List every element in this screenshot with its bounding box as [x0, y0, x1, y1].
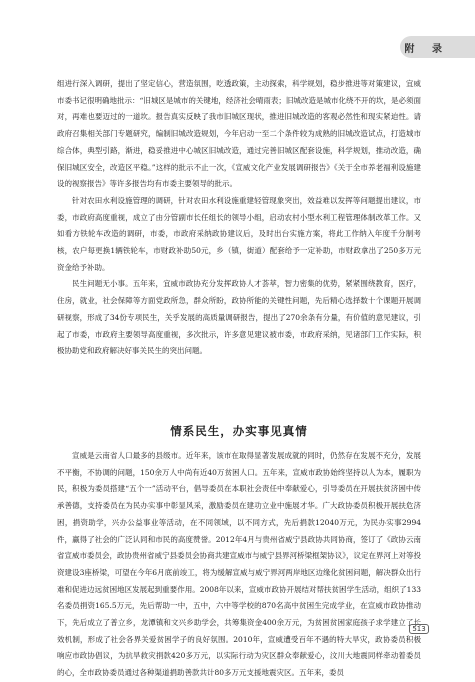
- paragraph-top-3: 民生问题无小事。五年来，宜威市政协充分发挥政协人才荟萃，智力密集的优势，紧紧围绕教育，医疗，住房，就业，社会保障等方面党政所急，群众所盼，政协所能的关键性问题，先后精心选择数十个课题开展调研视察，形成了34份专项民生，关乎发展的高质量调研报告，提出了270余条有分量，有价值的意见建议，引起了市委，市政府主要领导高度重视，多次批示，许多意见建议被市委，市政府采纳，见诸部门工作实际，积极协助党和政府解决好事关民生的突出问题。: [57, 279, 421, 356]
- bottom-text-block: [57, 448, 421, 682]
- running-header: [400, 36, 475, 58]
- running-header-label: 附 录: [404, 43, 449, 55]
- section-title: 情系民生，办实事见真情: [170, 424, 308, 438]
- paragraph-top-2: 针对农田水利设施管理的调研，针对农田水利设施重建轻管现象突出，效益难以发挥等问题提出建议，市委，市政府高度重视，成立了由分管副市长任组长的领导小组，启动农村小型水利工程管理体制改革工作。又如看方铁轮车改造的调研，市委，市政府采纳政协建议后，及时出台实施方案，将此工作纳入年度千分制考核，农户每更换1辆铁轮车，市财政补助50元，乡（镇，街道）配套给予一定补助，市财政拿出了250多万元资金给予补助。: [57, 195, 421, 272]
- paragraph-bottom-1: 宣威是云南省人口最多的县级市。近年来，该市在取得显著发展成就的同时，仍然存在发展不充分，发展不平衡，不协调的问题，150余万人中尚有近40万贫困人口。五年来，宣威市政协始终坚持以人为本，履职为民，积极为委员搭建“五个一”活动平台，倡导委员在本职社会责任中奉献爱心，引导委员在开展扶贫济困中传承善德，支持委员在为民办实事中彰显风采，激励委员在建功立业中施展才华。广大政协委员积极开展扶危济困，捐资助学，兴办公益事业等活动，在不同领域，以不同方式，先后捐款12040万元，为民办实事2994件，赢得了社会的广泛认同和市民的高度赞誉。2012年4月与贵州省威宁县政协共同协商，签订了《政协云南省宣威市委员会，政协贵州省威宁县委员会协商共建宣威市与威宁县界河桥梁框架协议》，议定在界河上对等投资建设3座桥梁，可望在今年6月底前竣工，将为缓解宣威与威宁界河两岸地区边缘化贫困问题，解决群众出行难和促进边远贫困地区发展起到重要作用。2008年以来，宣威市政协开展结对帮扶贫困学生活动，组织了133名委员捐资165.5万元，先后帮助一中，五中，六中等学校的870名高中贫困生完成学业，在宣威市政协推动下，先后成立了普立乡，龙潭镇和文兴乡助学会，共筹集资金400余万元，为贫困贫困家庭孩子求学建立了长效机制，形成了社会各界关爱贫困学子的良好氛围。2010年，宣威遭受百年不遇的特大旱灾，政协委员积极响应市政协倡议，为抗旱救灾捐款420多万元，以实际行动为灾区群众奉献爱心，汶川大地震同样牵动着委员的心，全市政协委员通过各种渠道捐助善款共计80多万元支援地震灾区。五年来，委员: [57, 451, 421, 678]
- top-text-block: [57, 76, 421, 360]
- page-number: 513: [409, 624, 429, 634]
- paragraph-top-1: 组进行深入调研，提出了坚定信心，营造氛围，吃透政策，主动探索，科学规划，稳步推进等对策建议，宜威市委书记很明确地批示：“旧城区是城市的关键地，经济社会晴雨表；旧城改造是城市化绕不开的坎，是必须面对，再难也要迈过的一道坎。报告真实反映了我市旧城区现状，推进旧城改造的客观必然性和现实紧迫性。请政府召集相关部门专题研究，编制旧城改造规划，今年启动一至二个条件较为成熟的旧城改造试点，打造城市综合体，典型引路，渐进，稳妥推进中心城区旧城改造，通过完善旧城区配套设施，科学规划，推动改造，确保旧城区安全，改造区平稳。”这样的批示不止一次，《宣威文化产业发展调研报告》《关于全市养老福利设施建设的视察报告》等许多报告均有市委主要领导的批示。: [57, 79, 421, 189]
